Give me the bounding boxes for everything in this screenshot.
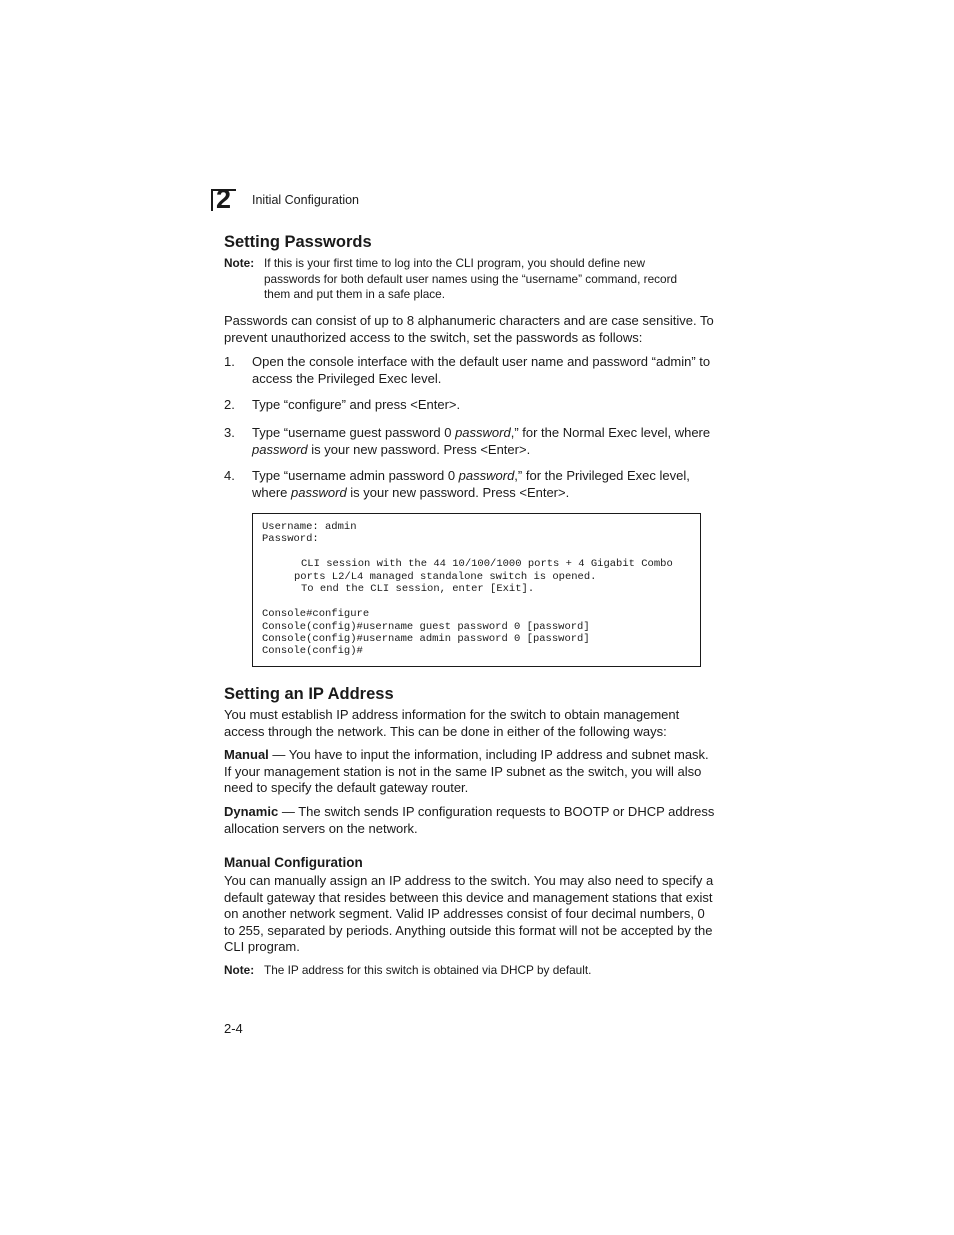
manual-paragraph: [224, 747, 719, 797]
code-line: Console#configure: [262, 608, 370, 620]
chapter-title: Initial Configuration: [252, 193, 360, 207]
step-text: Type “configure” and press <Enter>.: [252, 397, 461, 412]
manual-config-text: You can manually assign an IP address to the switch. You may also need to specify a default gateway that resides between this device and management stations that exist on another network segment. Valid IP addresses consist of four decimal numbers, 0 to 255, separated by periods. Anything outside this format will not be accepted by the CLI program.: [224, 873, 714, 954]
page-number: 2-4: [224, 1021, 243, 1036]
manual-text: — You have to input the information, including IP address and subnet mask. If your management station is not in the same IP subnet as the switch, you will also need to specify the default gateway router.: [224, 747, 709, 795]
step-text: [252, 425, 717, 458]
note-text: If this is your first time to log into the CLI program, you should define new passwords for both default user names using the “username” command, record them and put them in a safe place.: [264, 256, 678, 301]
chapter-marker: [211, 184, 236, 214]
step-text: [252, 468, 717, 501]
step-text-emphasis: password: [455, 425, 511, 440]
dynamic-text: — The switch sends IP configuration requests to BOOTP or DHCP address allocation servers on the network.: [224, 804, 715, 836]
step-number: 2.: [224, 397, 235, 412]
step-text-part: Type “username admin password 0: [252, 468, 459, 483]
passwords-intro: Passwords can consist of up to 8 alphanumeric characters and are case sensitive. To prevent unauthorized access to the switch, set the passwords as follows:: [224, 313, 714, 345]
code-line: Console(config)#username admin password 0 [password]: [262, 633, 590, 645]
step-number: 1.: [224, 354, 235, 369]
step-text-part: ,” for the Normal Exec level, where: [510, 425, 711, 440]
ip-intro: You must establish IP address information for the switch to obtain management access through the network. This can be done in either of the following ways:: [224, 707, 680, 739]
code-line: ports L2/L4 managed standalone switch is opened.: [294, 571, 597, 583]
step-text-emphasis: password: [291, 484, 347, 500]
dynamic-label: Dynamic: [224, 804, 279, 819]
step-text: Open the console interface with the default user name and password “admin” to access the Privileged Exec level.: [252, 354, 711, 386]
code-line: Console(config)#: [262, 645, 363, 657]
step-text-part: is your new password. Press <Enter>.: [307, 441, 531, 457]
note-label: Note:: [224, 256, 255, 270]
note-label: Note:: [224, 963, 255, 977]
step-number: 4.: [224, 468, 235, 483]
chapter-marker-left-rule: [211, 189, 213, 211]
dynamic-paragraph: [224, 804, 719, 837]
step-text-emphasis: password: [252, 441, 308, 457]
code-line: CLI session with the 44 10/100/1000 ports + 4 Gigabit Combo: [301, 558, 673, 570]
note-text: The IP address for this switch is obtained via DHCP by default.: [264, 963, 592, 977]
cli-code-example: [252, 513, 701, 667]
manual-label: Manual: [224, 747, 269, 762]
step-number: 3.: [224, 425, 235, 440]
step-text-emphasis: password: [458, 468, 515, 483]
step-text-part: ,” for the Privileged Exec level, where: [252, 468, 690, 500]
section-title-setting-ip-address: Setting an IP Address: [224, 685, 394, 703]
code-line: Console(config)#username guest password 0 [password]: [262, 621, 590, 633]
section-title-setting-passwords: Setting Passwords: [224, 233, 372, 251]
step-text-part: Type “username guest password 0: [252, 425, 456, 440]
subsection-title-manual-configuration: Manual Configuration: [224, 855, 363, 870]
chapter-number: 2: [216, 184, 232, 214]
code-line: To end the CLI session, enter [Exit].: [301, 583, 535, 595]
code-line: Username: admin: [262, 521, 357, 533]
step-text-part: is your new password. Press <Enter>.: [346, 484, 570, 500]
code-line: Password:: [262, 533, 319, 545]
